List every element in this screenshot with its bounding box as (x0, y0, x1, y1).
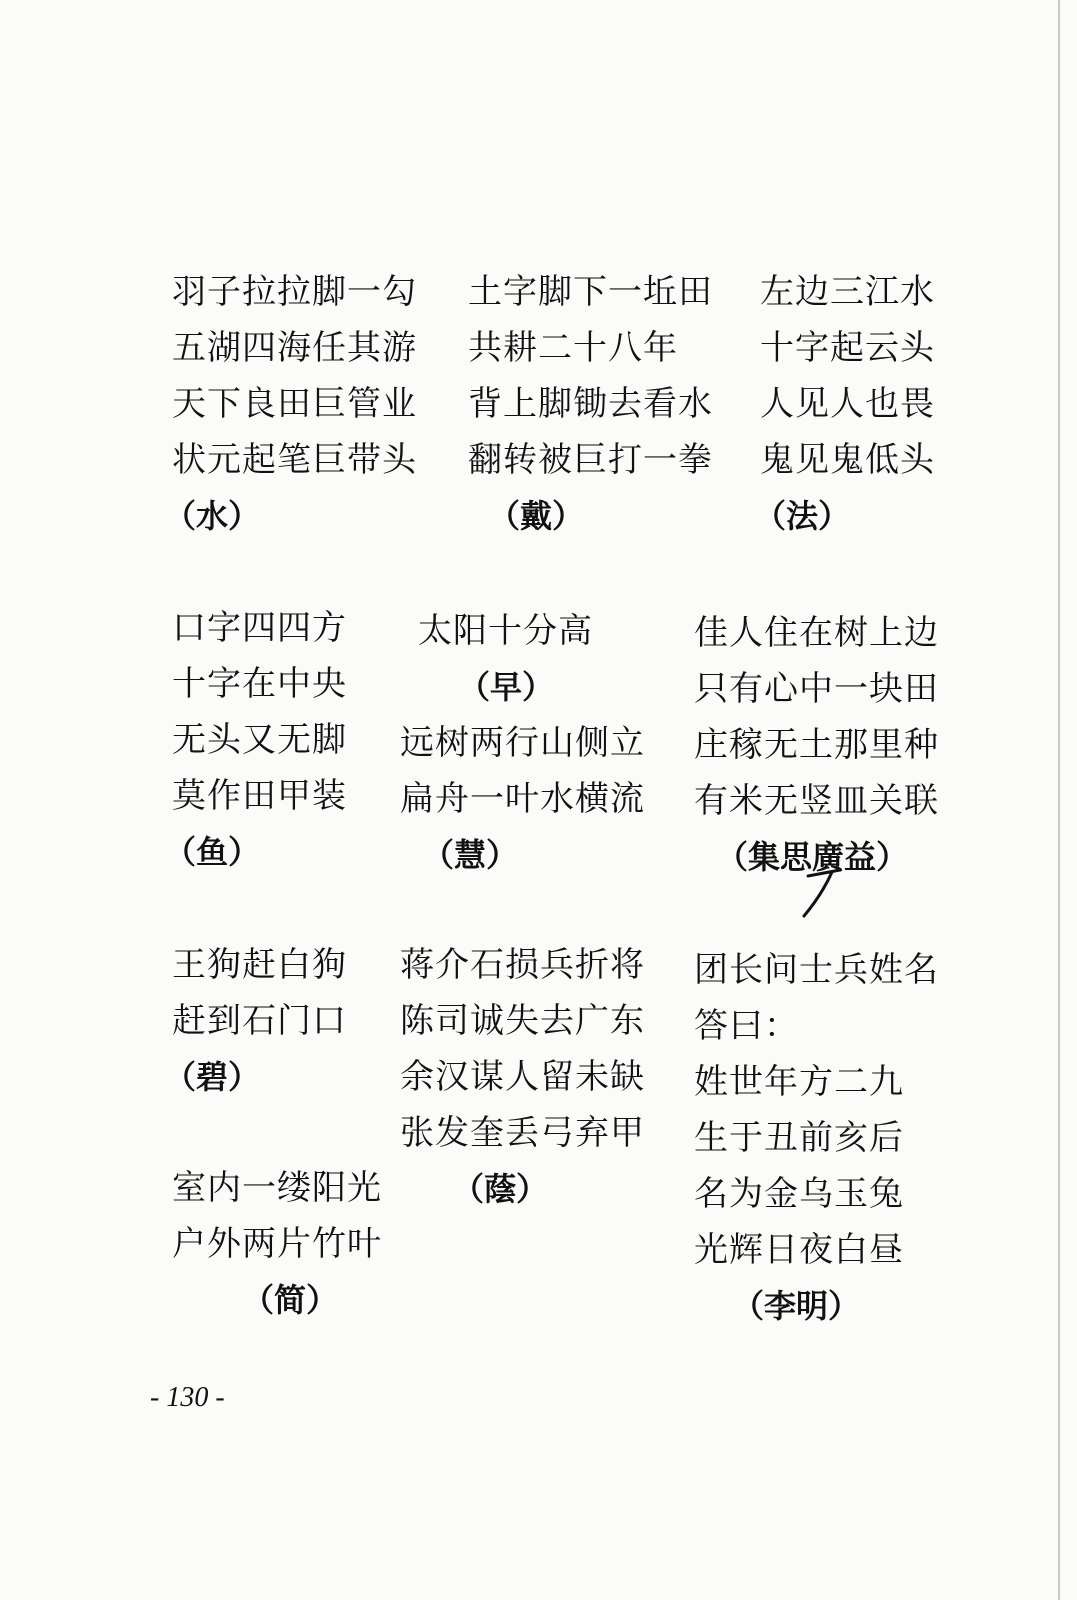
riddle-line: 扁舟一叶水横流 (400, 779, 645, 819)
riddle-line: 姓世年方二九 (694, 1062, 904, 1102)
riddle-line: 口字四四方 (172, 608, 347, 648)
riddle-answer: （李明） (732, 1287, 861, 1325)
riddle-line: 名为金乌玉兔 (694, 1174, 904, 1214)
riddle-line: 土字脚下一坵田 (468, 272, 713, 312)
riddle-line: 天下良田巨管业 (172, 384, 417, 424)
riddle-answer: （简） (242, 1281, 339, 1319)
page-edge-shadow (1058, 0, 1060, 1600)
riddle-line: 左边三江水 (760, 272, 935, 312)
riddle-line: 团长问士兵姓名 (694, 950, 939, 990)
riddle-8 (164, 937, 347, 1105)
riddle-11 (694, 942, 939, 1334)
riddle-answer: （法） (754, 497, 851, 535)
riddle-answer: （水） (164, 497, 261, 535)
riddle-line: 王狗赶白狗 (172, 945, 347, 985)
riddle-9 (172, 1160, 382, 1328)
riddle-5 (418, 603, 593, 715)
riddle-line: 背上脚锄去看水 (468, 384, 713, 424)
riddle-line: 生于丑前亥后 (694, 1118, 904, 1158)
riddle-line: 户外两片竹叶 (172, 1224, 382, 1264)
riddle-6 (400, 715, 645, 883)
riddle-line: 只有心中一块田 (694, 669, 939, 709)
riddle-1 (164, 264, 417, 544)
riddle-line: 十字在中央 (172, 664, 347, 704)
riddle-line: 赶到石门口 (172, 1001, 347, 1041)
riddle-line: 室内一缕阳光 (172, 1168, 382, 1208)
riddle-line: 张发奎丢弓弃甲 (400, 1113, 645, 1153)
riddle-line: 翻转被巨打一拳 (468, 440, 713, 480)
riddle-answer: （戴） (488, 497, 585, 535)
riddle-line: 共耕二十八年 (468, 328, 678, 368)
riddle-answer: （鱼） (164, 833, 261, 871)
riddle-line: 余汉谋人留未缺 (400, 1057, 645, 1097)
riddle-line: 人见人也畏 (760, 384, 935, 424)
riddle-line: 佳人住在树上边 (694, 613, 939, 653)
riddle-answer: （慧） (422, 836, 519, 874)
page-number: - 130 - (150, 1382, 225, 1413)
riddle-line: 无头又无脚 (172, 720, 347, 760)
riddle-2 (468, 264, 713, 544)
riddle-line: 答曰： (694, 1006, 799, 1046)
riddle-line: 羽子拉拉脚一勾 (172, 272, 417, 312)
handwritten-correction-mark (800, 862, 850, 922)
riddle-answer: （碧） (164, 1058, 261, 1096)
riddle-line: 太阳十分高 (418, 611, 593, 651)
riddle-10 (400, 937, 645, 1217)
riddle-line: 鬼见鬼低头 (760, 440, 935, 480)
riddle-line: 光辉日夜白昼 (694, 1230, 904, 1270)
riddle-line: 五湖四海任其游 (172, 328, 417, 368)
riddle-line: 十字起云头 (760, 328, 935, 368)
riddle-answer: （早） (458, 668, 555, 706)
riddle-line: 状元起笔巨带头 (172, 440, 417, 480)
riddle-line: 蒋介石损兵折将 (400, 945, 645, 985)
riddle-line: 陈司诚失去广东 (400, 1001, 645, 1041)
riddle-line: 庄稼无土那里种 (694, 725, 939, 765)
riddle-answer: （集思廣益） (716, 838, 909, 876)
riddle-7 (694, 605, 939, 885)
riddle-line: 远树两行山侧立 (400, 723, 645, 763)
riddle-4 (164, 600, 347, 880)
riddle-answer: （蔭） (452, 1170, 549, 1208)
riddle-line: 有米无竖皿关联 (694, 781, 939, 821)
riddle-line: 莫作田甲装 (172, 776, 347, 816)
riddle-3 (754, 264, 935, 544)
